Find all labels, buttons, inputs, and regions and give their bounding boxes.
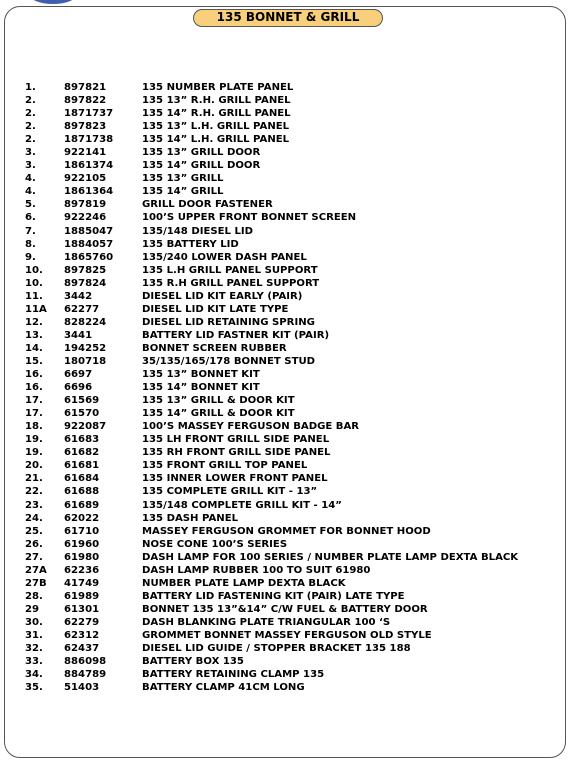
part-description: BATTERY LID FASTNER KIT (PAIR)	[142, 329, 330, 341]
part-number: 922141	[64, 147, 107, 159]
item-number: 19.	[25, 447, 43, 459]
list-item	[25, 603, 545, 616]
list-item	[25, 316, 545, 329]
part-description: MASSEY FERGUSON GROMMET FOR BONNET HOOD	[142, 525, 431, 537]
item-number: 3.	[25, 147, 36, 159]
list-item	[25, 94, 545, 107]
part-number: 41749	[64, 577, 100, 589]
part-description: 135 14” L.H. GRILL PANEL	[142, 134, 290, 146]
item-number: 16.	[25, 382, 43, 394]
list-item	[25, 277, 545, 290]
item-number: 2.	[25, 121, 36, 133]
list-item	[25, 512, 545, 525]
part-description: 135 LH FRONT GRILL SIDE PANEL	[142, 434, 330, 446]
item-number: 20.	[25, 460, 43, 472]
list-item	[25, 264, 545, 277]
part-description: BATTERY LID FASTENING KIT (PAIR) LATE TYPE	[142, 590, 405, 602]
list-item	[25, 355, 545, 368]
item-number: 33.	[25, 656, 43, 668]
part-description: BONNET SCREEN RUBBER	[142, 342, 287, 354]
part-description: 35/135/165/178 BONNET STUD	[142, 355, 316, 367]
part-number: 897824	[64, 277, 107, 289]
list-item	[25, 120, 545, 133]
part-description: 135 13” R.H. GRILL PANEL	[142, 95, 291, 107]
item-number: 27.	[25, 551, 43, 563]
list-item	[25, 616, 545, 629]
part-number: 922105	[64, 173, 107, 185]
list-item	[25, 329, 545, 342]
part-description: 135/148 COMPLETE GRILL KIT - 14”	[142, 499, 342, 511]
list-item	[25, 472, 545, 485]
item-number: 9.	[25, 251, 36, 263]
list-item	[25, 368, 545, 381]
list-item	[25, 198, 545, 211]
part-number: 61684	[64, 473, 100, 485]
item-number: 15.	[25, 355, 43, 367]
part-description: DASH LAMP FOR 100 SERIES / NUMBER PLATE LAMP DEXTA BLACK	[142, 551, 519, 563]
list-item	[25, 342, 545, 355]
part-number: 922087	[64, 421, 107, 433]
list-item	[25, 81, 545, 94]
part-number: 886098	[64, 656, 107, 668]
part-description: DIESEL LID KIT LATE TYPE	[142, 303, 289, 315]
part-number: 61960	[64, 538, 100, 550]
list-item	[25, 629, 545, 642]
part-number: 1871738	[64, 134, 114, 146]
part-number: 61683	[64, 434, 100, 446]
item-number: 2.	[25, 134, 36, 146]
item-number: 4.	[25, 186, 36, 198]
list-item	[25, 590, 545, 603]
part-number: 828224	[64, 316, 107, 328]
part-number: 62277	[64, 303, 100, 315]
part-number: 62437	[64, 643, 100, 655]
part-number: 180718	[64, 355, 107, 367]
part-description: DIESEL LID RETAINING SPRING	[142, 316, 315, 328]
part-description: 135 BATTERY LID	[142, 238, 239, 250]
list-item	[25, 381, 545, 394]
part-description: 135 R.H GRILL PANEL SUPPORT	[142, 277, 320, 289]
part-number: 62022	[64, 512, 100, 524]
list-item	[25, 577, 545, 590]
part-number: 6696	[64, 382, 93, 394]
part-description: NOSE CONE 100’S SERIES	[142, 538, 288, 550]
item-number: 2.	[25, 108, 36, 120]
list-item	[25, 459, 545, 472]
item-number: 18.	[25, 421, 43, 433]
item-number: 7.	[25, 225, 36, 237]
part-number: 897821	[64, 82, 107, 93]
part-number: 6697	[64, 369, 93, 381]
item-number: 32.	[25, 643, 43, 655]
list-item	[25, 251, 545, 264]
list-item	[25, 107, 545, 120]
item-number: 12.	[25, 316, 43, 328]
part-description: 135 13” GRILL	[142, 173, 224, 185]
item-number: 10.	[25, 264, 43, 276]
item-number: 23.	[25, 499, 43, 511]
list-item	[25, 433, 545, 446]
part-description: 135 13” BONNET KIT	[142, 369, 260, 381]
list-item	[25, 525, 545, 538]
item-number: 35.	[25, 682, 43, 694]
item-number: 16.	[25, 369, 43, 381]
item-number: 17.	[25, 395, 43, 407]
part-description: DIESEL LID GUIDE / STOPPER BRACKET 135 188	[142, 643, 411, 655]
part-number: 897822	[64, 95, 107, 107]
part-number: 61569	[64, 395, 100, 407]
part-number: 1871737	[64, 108, 114, 120]
part-number: 51403	[64, 682, 100, 694]
item-number: 13.	[25, 329, 43, 341]
part-number: 3442	[64, 290, 93, 302]
part-description: 135/240 LOWER DASH PANEL	[142, 251, 307, 263]
item-number: 6.	[25, 212, 36, 224]
part-description: 135 L.H GRILL PANEL SUPPORT	[142, 264, 318, 276]
part-number: 61681	[64, 460, 100, 472]
part-description: 135 14” GRILL & DOOR KIT	[142, 408, 295, 420]
part-description: BATTERY RETAINING CLAMP 135	[142, 669, 325, 681]
item-number: 29	[25, 603, 40, 615]
part-number: 61710	[64, 525, 100, 537]
part-number: 61682	[64, 447, 100, 459]
part-number: 61980	[64, 551, 100, 563]
part-description: 135 14” R.H. GRILL PANEL	[142, 108, 291, 120]
part-description: 135 13” L.H. GRILL PANEL	[142, 121, 290, 133]
list-item	[25, 420, 545, 433]
part-description: 135 INNER LOWER FRONT PANEL	[142, 473, 328, 485]
part-description: 135 RH FRONT GRILL SIDE PANEL	[142, 447, 331, 459]
part-description: DASH LAMP RUBBER 100 TO SUIT 61980	[142, 564, 371, 576]
part-description: DASH BLANKING PLATE TRIANGULAR 100 ‘S	[142, 616, 391, 628]
item-number: 30.	[25, 616, 43, 628]
part-description: 135/148 DIESEL LID	[142, 225, 254, 237]
item-number: 34.	[25, 669, 43, 681]
list-item	[25, 238, 545, 251]
item-number: 27A	[25, 564, 47, 576]
part-number: 62312	[64, 629, 100, 641]
list-item	[25, 499, 545, 512]
part-number: 1885047	[64, 225, 114, 237]
list-item	[25, 407, 545, 420]
item-number: 22.	[25, 486, 43, 498]
list-item	[25, 485, 545, 498]
parts-list	[25, 81, 545, 694]
list-item	[25, 538, 545, 551]
item-number: 17.	[25, 408, 43, 420]
item-number: 21.	[25, 473, 43, 485]
item-number: 11.	[25, 290, 43, 302]
item-number: 26.	[25, 538, 43, 550]
list-item	[25, 551, 545, 564]
part-description: 135 FRONT GRILL TOP PANEL	[142, 460, 308, 472]
part-description: NUMBER PLATE LAMP DEXTA BLACK	[142, 577, 346, 589]
list-item	[25, 394, 545, 407]
item-number: 3.	[25, 160, 36, 172]
part-number: 61301	[64, 603, 100, 615]
part-number: 61689	[64, 499, 100, 511]
list-item	[25, 290, 545, 303]
part-number: 61688	[64, 486, 100, 498]
part-description: DIESEL LID KIT EARLY (PAIR)	[142, 290, 303, 302]
part-number: 1861364	[64, 186, 114, 198]
list-item	[25, 225, 545, 238]
part-number: 1865760	[64, 251, 114, 263]
part-description: 100’S MASSEY FERGUSON BADGE BAR	[142, 421, 360, 433]
part-description: 135 COMPLETE GRILL KIT - 13”	[142, 486, 318, 498]
list-item	[25, 185, 545, 198]
part-number: 1884057	[64, 238, 114, 250]
part-number: 61570	[64, 408, 100, 420]
list-item	[25, 655, 545, 668]
item-number: 11A	[25, 303, 47, 315]
list-item	[25, 133, 545, 146]
item-number: 5.	[25, 199, 36, 211]
item-number: 10.	[25, 277, 43, 289]
part-number: 1861374	[64, 160, 114, 172]
part-number: 61989	[64, 590, 100, 602]
part-number: 62279	[64, 616, 100, 628]
page-title: 135 BONNET & GRILL	[193, 9, 383, 27]
part-number: 194252	[64, 342, 107, 354]
list-item	[25, 446, 545, 459]
part-description: GRILL DOOR FASTENER	[142, 199, 273, 211]
part-description: 135 14” BONNET KIT	[142, 382, 260, 394]
part-number: 897825	[64, 264, 107, 276]
list-item	[25, 211, 545, 224]
list-item	[25, 681, 545, 694]
item-number: 8.	[25, 238, 36, 250]
item-number: 27B	[25, 577, 47, 589]
list-item	[25, 146, 545, 159]
item-number: 19.	[25, 434, 43, 446]
part-description: 135 13” GRILL & DOOR KIT	[142, 395, 295, 407]
list-item	[25, 642, 545, 655]
item-number: 14.	[25, 342, 43, 354]
item-number: 31.	[25, 629, 43, 641]
part-number: 897823	[64, 121, 107, 133]
part-description: GROMMET BONNET MASSEY FERGUSON OLD STYLE	[142, 629, 432, 641]
part-description: 135 14” GRILL	[142, 186, 224, 198]
item-number: 25.	[25, 525, 43, 537]
part-description: 135 13” GRILL DOOR	[142, 147, 261, 159]
part-description: 100’S UPPER FRONT BONNET SCREEN	[142, 212, 357, 224]
part-description: BATTERY CLAMP 41CM LONG	[142, 682, 305, 694]
item-number: 28.	[25, 590, 43, 602]
part-number: 884789	[64, 669, 107, 681]
part-description: 135 NUMBER PLATE PANEL	[142, 82, 294, 93]
list-item	[25, 303, 545, 316]
part-number: 897819	[64, 199, 107, 211]
part-number: 922246	[64, 212, 107, 224]
list-item	[25, 172, 545, 185]
item-number: 24.	[25, 512, 43, 524]
part-description: BONNET 135 13”&14” C/W FUEL & BATTERY DOOR	[142, 603, 428, 615]
logo-fragment	[30, 0, 76, 4]
part-description: BATTERY BOX 135	[142, 656, 244, 668]
part-description: 135 14” GRILL DOOR	[142, 160, 261, 172]
list-item	[25, 159, 545, 172]
item-number: 4.	[25, 173, 36, 185]
part-number: 3441	[64, 329, 93, 341]
part-description: 135 DASH PANEL	[142, 512, 239, 524]
list-item	[25, 668, 545, 681]
item-number: 1.	[25, 82, 36, 93]
item-number: 2.	[25, 95, 36, 107]
list-item	[25, 564, 545, 577]
part-number: 62236	[64, 564, 100, 576]
